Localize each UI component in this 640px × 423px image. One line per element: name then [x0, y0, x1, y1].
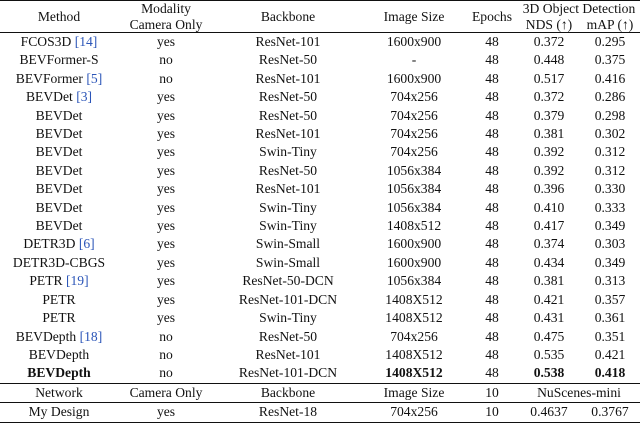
method-name: BEVFormer-S	[19, 52, 99, 68]
cell-backbone: ResNet-50	[258, 107, 318, 123]
method-name: DETR3D-CBGS	[12, 254, 106, 270]
cell-image-size: 1408X512	[385, 346, 443, 362]
method-name: BEVDet	[35, 144, 83, 160]
cell-epochs: 48	[485, 107, 499, 123]
cell-epochs: 48	[485, 273, 499, 289]
cell-nds: 0.410	[533, 199, 565, 215]
cell-epochs: 48	[485, 162, 499, 178]
cell-nds: 0.535	[533, 346, 565, 362]
citation-link[interactable]: [6]	[78, 236, 95, 252]
cell-camera-only: yes	[156, 236, 176, 252]
cell-epochs: 48	[485, 218, 499, 234]
my-design-camera-only: yes	[118, 403, 214, 422]
method-name: PETR	[42, 291, 76, 307]
cell-camera-only: yes	[156, 181, 176, 197]
cell-nds: 0.538	[533, 365, 565, 381]
header-map: mAP (↑)	[586, 16, 634, 32]
header-modality: Modality	[118, 1, 214, 17]
my-design-method: My Design	[0, 403, 118, 422]
cell-nds: 0.392	[533, 144, 565, 160]
my-design-map: 0.3767	[580, 403, 640, 422]
header-camera-only: Camera Only	[129, 16, 203, 32]
cell-nds: 0.381	[533, 126, 565, 142]
cell-image-size: 1408X512	[385, 365, 443, 381]
cell-backbone: Swin-Small	[255, 236, 321, 252]
citation-link[interactable]: [3]	[76, 89, 93, 105]
cell-nds: 0.417	[533, 218, 565, 234]
cell-camera-only: yes	[156, 254, 176, 270]
my-design-section	[0, 383, 640, 422]
cell-nds: 0.431	[533, 310, 565, 326]
cell-epochs: 48	[485, 126, 499, 142]
cell-camera-only: yes	[118, 33, 214, 52]
my-design-row	[0, 403, 640, 422]
method-name: FCOS3D	[20, 34, 72, 49]
cell-map: 0.313	[594, 273, 626, 289]
citation-link[interactable]: [14]	[74, 34, 98, 49]
my-design-epochs: 10	[466, 403, 518, 422]
my-design-image-size: 704x256	[362, 403, 466, 422]
cell-map: 0.295	[580, 33, 640, 52]
table-row	[0, 364, 640, 383]
cell-method	[0, 70, 118, 88]
cell-camera-only: yes	[156, 273, 176, 289]
header-backbone-2: Backbone	[214, 383, 362, 402]
cell-image-size: 1600x900	[386, 236, 442, 252]
cell-backbone: Swin-Tiny	[259, 144, 317, 160]
cell-nds: 0.396	[533, 181, 565, 197]
cell-image-size: -	[411, 52, 417, 68]
table-row	[0, 125, 640, 143]
method-name: BEVDet	[35, 181, 83, 197]
table-row	[0, 33, 640, 52]
my-design-backbone: ResNet-18	[214, 403, 362, 422]
method-name: BEVDepth	[27, 365, 91, 381]
table-row	[0, 254, 640, 272]
table-row	[0, 346, 640, 364]
cell-image-size: 1056x384	[386, 162, 442, 178]
cell-nds: 0.434	[533, 254, 565, 270]
cell-camera-only: no	[159, 52, 173, 68]
cell-backbone: ResNet-101	[255, 346, 321, 362]
cell-epochs: 48	[485, 144, 499, 160]
cell-epochs: 48	[485, 52, 499, 68]
cell-image-size: 704x256	[390, 328, 438, 344]
cell-epochs: 48	[485, 328, 499, 344]
header-nds: NDS (↑)	[525, 16, 573, 32]
cell-nds: 0.381	[533, 273, 565, 289]
cell-method	[0, 143, 118, 161]
cell-image-size: 1600x900	[386, 254, 442, 270]
cell-map: 0.298	[594, 107, 626, 123]
cell-backbone: ResNet-101	[255, 126, 321, 142]
cell-method	[0, 272, 118, 290]
method-name: BEVDet	[35, 199, 83, 215]
cell-image-size: 1600x900	[362, 33, 466, 52]
method-name: BEVDet	[25, 89, 73, 105]
header-row-3	[0, 383, 640, 402]
cell-map: 0.351	[594, 328, 626, 344]
cell-camera-only: yes	[156, 162, 176, 178]
citation-link[interactable]: [19]	[65, 273, 89, 289]
cell-nds: 0.517	[533, 70, 565, 86]
cell-camera-only: yes	[156, 310, 176, 326]
cell-map: 0.349	[594, 254, 626, 270]
header-epochs: Epochs	[466, 1, 518, 33]
header-method: Method	[0, 1, 118, 33]
cell-epochs: 48	[485, 291, 499, 307]
cell-image-size: 704x256	[390, 107, 438, 123]
method-name: BEVFormer	[15, 70, 83, 86]
cell-image-size: 1600x900	[386, 70, 442, 86]
method-name: BEVDet	[35, 218, 83, 234]
cell-method	[0, 346, 118, 364]
cell-camera-only: yes	[156, 218, 176, 234]
cell-backbone: ResNet-50	[258, 162, 318, 178]
cell-map: 0.418	[594, 365, 626, 381]
cell-backbone: ResNet-101-DCN	[238, 365, 338, 381]
cell-camera-only: no	[159, 346, 173, 362]
cell-map: 0.421	[594, 346, 626, 362]
method-name: BEVDet	[35, 162, 83, 178]
table-row	[0, 235, 640, 253]
cell-nds: 0.392	[533, 162, 565, 178]
cell-map: 0.303	[594, 236, 626, 252]
cell-nds: 0.374	[533, 236, 565, 252]
cell-camera-only: yes	[156, 89, 176, 105]
cell-map: 0.286	[594, 89, 626, 105]
method-name: BEVDepth	[15, 328, 77, 344]
cell-method	[0, 180, 118, 198]
header-backbone: Backbone	[214, 1, 362, 33]
cell-nds: 0.421	[533, 291, 565, 307]
cell-camera-only: yes	[156, 291, 176, 307]
cell-method	[0, 364, 118, 383]
cell-method	[0, 328, 118, 346]
citation-link[interactable]: [5]	[86, 70, 103, 86]
header-dataset: NuScenes-mini	[518, 383, 640, 402]
cell-method	[0, 162, 118, 180]
cell-backbone: ResNet-50	[258, 89, 318, 105]
cell-map: 0.312	[594, 162, 626, 178]
cell-image-size: 1056x384	[386, 181, 442, 197]
cell-method	[0, 291, 118, 309]
cell-method	[0, 254, 118, 272]
table-row	[0, 217, 640, 235]
cell-nds: 0.448	[533, 52, 565, 68]
table-row	[0, 328, 640, 346]
cell-map: 0.312	[594, 144, 626, 160]
cell-map: 0.375	[594, 52, 626, 68]
cell-image-size: 1408x512	[386, 218, 442, 234]
table-row	[0, 51, 640, 69]
cell-image-size: 704x256	[390, 126, 438, 142]
table-body	[0, 33, 640, 384]
cell-image-size: 704x256	[390, 144, 438, 160]
cell-nds: 0.372	[518, 33, 580, 52]
cell-backbone: ResNet-101-DCN	[238, 291, 338, 307]
table-row	[0, 107, 640, 125]
header-row-1	[0, 1, 640, 17]
cell-method	[0, 88, 118, 106]
table-row	[0, 309, 640, 327]
cell-backbone: Swin-Small	[255, 254, 321, 270]
cell-map: 0.330	[594, 181, 626, 197]
table-row	[0, 180, 640, 198]
my-design-nds: 0.4637	[518, 403, 580, 422]
cell-method	[0, 309, 118, 327]
cell-camera-only: no	[159, 328, 173, 344]
cell-nds: 0.475	[533, 328, 565, 344]
cell-map: 0.302	[594, 126, 626, 142]
cell-camera-only: yes	[156, 144, 176, 160]
cell-camera-only: yes	[156, 126, 176, 142]
cell-method	[0, 107, 118, 125]
cell-epochs: 48	[466, 33, 518, 52]
cell-image-size: 704x256	[390, 89, 438, 105]
cell-image-size: 1408X512	[385, 310, 443, 326]
cell-nds: 0.372	[533, 89, 565, 105]
cell-method	[0, 199, 118, 217]
cell-image-size: 1408X512	[385, 291, 443, 307]
cell-camera-only: no	[159, 365, 173, 381]
cell-epochs: 48	[485, 89, 499, 105]
header-detection-group: 3D Object Detection	[518, 1, 640, 17]
cell-map: 0.416	[594, 70, 626, 86]
header-image-size-2: Image Size	[362, 383, 466, 402]
citation-link[interactable]: [18]	[79, 328, 103, 344]
cell-map: 0.357	[594, 291, 626, 307]
cell-map: 0.333	[594, 199, 626, 215]
cell-epochs: 48	[485, 70, 499, 86]
header-image-size: Image Size	[362, 1, 466, 33]
cell-camera-only: no	[159, 70, 173, 86]
table-row	[0, 291, 640, 309]
cell-nds: 0.379	[533, 107, 565, 123]
table-row	[0, 143, 640, 161]
cell-method	[0, 235, 118, 253]
header-network: Network	[0, 383, 118, 402]
cell-epochs: 48	[485, 346, 499, 362]
cell-method	[0, 125, 118, 143]
cell-epochs: 48	[485, 199, 499, 215]
cell-method	[0, 33, 118, 52]
cell-map: 0.361	[594, 310, 626, 326]
table-row	[0, 199, 640, 217]
cell-camera-only: yes	[156, 199, 176, 215]
cell-map: 0.349	[594, 218, 626, 234]
table-row	[0, 272, 640, 290]
cell-backbone: ResNet-101	[214, 33, 362, 52]
cell-backbone: Swin-Tiny	[259, 218, 317, 234]
method-name: BEVDet	[35, 126, 83, 142]
cell-backbone: ResNet-50	[258, 52, 318, 68]
table-row	[0, 70, 640, 88]
table-row	[0, 88, 640, 106]
method-name: DETR3D	[23, 236, 76, 252]
cell-epochs: 48	[485, 181, 499, 197]
cell-epochs: 48	[485, 254, 499, 270]
method-name: BEVDet	[35, 107, 83, 123]
cell-method	[0, 51, 118, 69]
cell-epochs: 48	[485, 365, 499, 381]
cell-backbone: ResNet-101	[255, 181, 321, 197]
cell-camera-only: yes	[156, 107, 176, 123]
method-name: PETR	[29, 273, 63, 289]
cell-backbone: Swin-Tiny	[259, 310, 317, 326]
header-camera-only-2: Camera Only	[118, 383, 214, 402]
header-epochs-2: 10	[466, 383, 518, 402]
method-name: PETR	[42, 310, 76, 326]
cell-image-size: 1056x384	[386, 273, 442, 289]
table-row	[0, 162, 640, 180]
cell-backbone: Swin-Tiny	[259, 199, 317, 215]
cell-backbone: ResNet-101	[255, 70, 321, 86]
cell-backbone: ResNet-50-DCN	[242, 273, 334, 289]
cell-method	[0, 217, 118, 235]
cell-epochs: 48	[485, 310, 499, 326]
cell-image-size: 1056x384	[386, 199, 442, 215]
method-name: BEVDepth	[28, 346, 90, 362]
cell-backbone: ResNet-50	[258, 328, 318, 344]
cell-epochs: 48	[485, 236, 499, 252]
